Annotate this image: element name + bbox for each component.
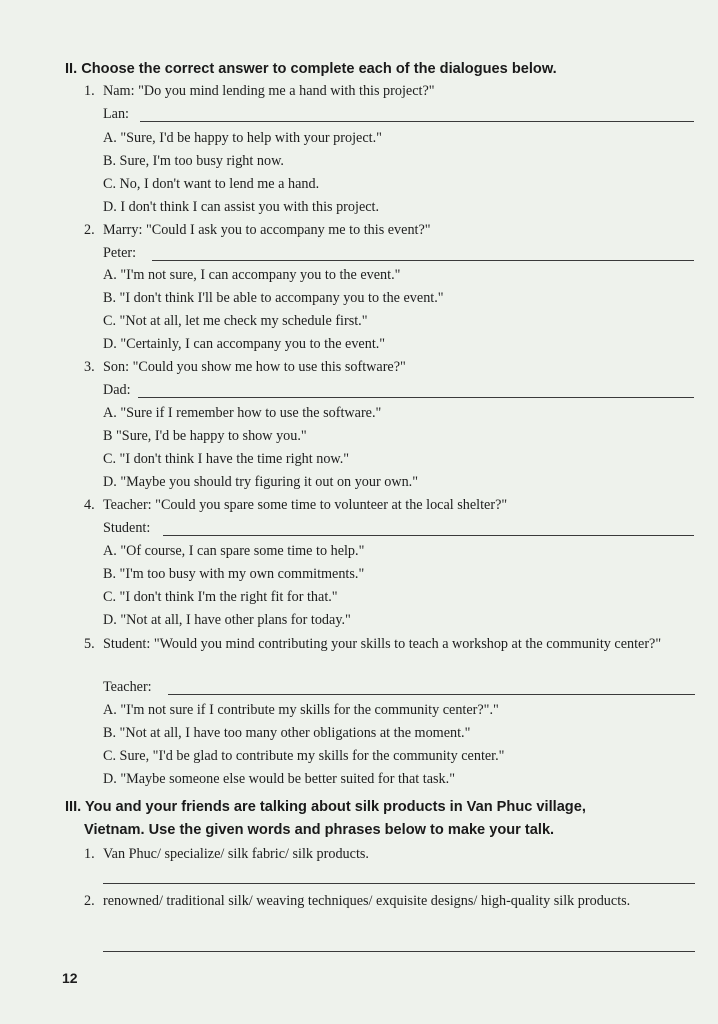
question-prompt: Son: "Could you show me how to use this software?" — [103, 359, 406, 375]
option-c: C. No, I don't want to lend me a hand. — [103, 176, 320, 192]
answer-blank[interactable] — [168, 694, 695, 695]
option-c: C. Sure, "I'd be glad to contribute my skills for the community center." — [103, 748, 505, 764]
option-b: B. "Not at all, I have too many other obligations at the moment." — [103, 725, 471, 741]
item-cue: Van Phuc/ specialize/ silk fabric/ silk products. — [103, 846, 369, 862]
page-number: 12 — [62, 970, 78, 986]
answer-blank[interactable] — [140, 121, 694, 122]
option-b: B. "I'm too busy with my own commitments." — [103, 566, 365, 582]
question-number: 2. — [84, 222, 95, 238]
question-prompt: Nam: "Do you mind lending me a hand with this project?" — [103, 83, 435, 99]
section-2-title: II. Choose the correct answer to complete each of the dialogues below. — [65, 61, 557, 77]
option-b: B "Sure, I'd be happy to show you." — [103, 428, 307, 444]
option-d: D. "Not at all, I have other plans for today." — [103, 612, 351, 628]
question-number: 4. — [84, 497, 95, 513]
option-a: A. "I'm not sure, I can accompany you to the event." — [103, 267, 401, 283]
question-prompt: Student: "Would you mind contributing your skills to teach a workshop at the community center?" — [103, 636, 662, 652]
answer-blank[interactable] — [103, 951, 695, 952]
option-a: A. "Sure, I'd be happy to help with your project." — [103, 130, 382, 146]
option-b: B. Sure, I'm too busy right now. — [103, 153, 284, 169]
question-prompt: Marry: "Could I ask you to accompany me to this event?" — [103, 222, 431, 238]
answer-blank[interactable] — [138, 397, 694, 398]
section-3-title-line-1: III. You and your friends are talking about silk products in Van Phuc village, — [65, 799, 586, 815]
item-cue: renowned/ traditional silk/ weaving techniques/ exquisite designs/ high-quality silk products. — [103, 893, 631, 909]
response-label: Peter: — [103, 245, 137, 261]
question-number: 1. — [84, 83, 95, 99]
option-d: D. "Maybe someone else would be better suited for that task." — [103, 771, 455, 787]
item-number: 1. — [84, 846, 95, 862]
question-prompt: Teacher: "Could you spare some time to volunteer at the local shelter?" — [103, 497, 508, 513]
answer-blank[interactable] — [152, 260, 694, 261]
option-c: C. "Not at all, let me check my schedule first." — [103, 313, 368, 329]
question-number: 3. — [84, 359, 95, 375]
answer-blank[interactable] — [163, 535, 694, 536]
option-d: D. I don't think I can assist you with this project. — [103, 199, 380, 215]
response-label: Teacher: — [103, 679, 152, 695]
item-number: 2. — [84, 893, 95, 909]
response-label: Student: — [103, 520, 151, 536]
option-d: D. "Maybe you should try figuring it out on your own." — [103, 474, 419, 490]
response-label: Dad: — [103, 382, 131, 398]
option-c: C. "I don't think I have the time right now." — [103, 451, 350, 467]
option-a: A. "I'm not sure if I contribute my skills for the community center?"." — [103, 702, 499, 718]
question-number: 5. — [84, 636, 95, 652]
option-a: A. "Of course, I can spare some time to help." — [103, 543, 365, 559]
option-c: C. "I don't think I'm the right fit for that." — [103, 589, 338, 605]
answer-blank[interactable] — [103, 883, 695, 884]
option-a: A. "Sure if I remember how to use the software." — [103, 405, 382, 421]
option-d: D. "Certainly, I can accompany you to the event." — [103, 336, 386, 352]
option-b: B. "I don't think I'll be able to accompany you to the event." — [103, 290, 444, 306]
section-3-title-line-2: Vietnam. Use the given words and phrases below to make your talk. — [84, 822, 555, 838]
response-label: Lan: — [103, 106, 129, 122]
